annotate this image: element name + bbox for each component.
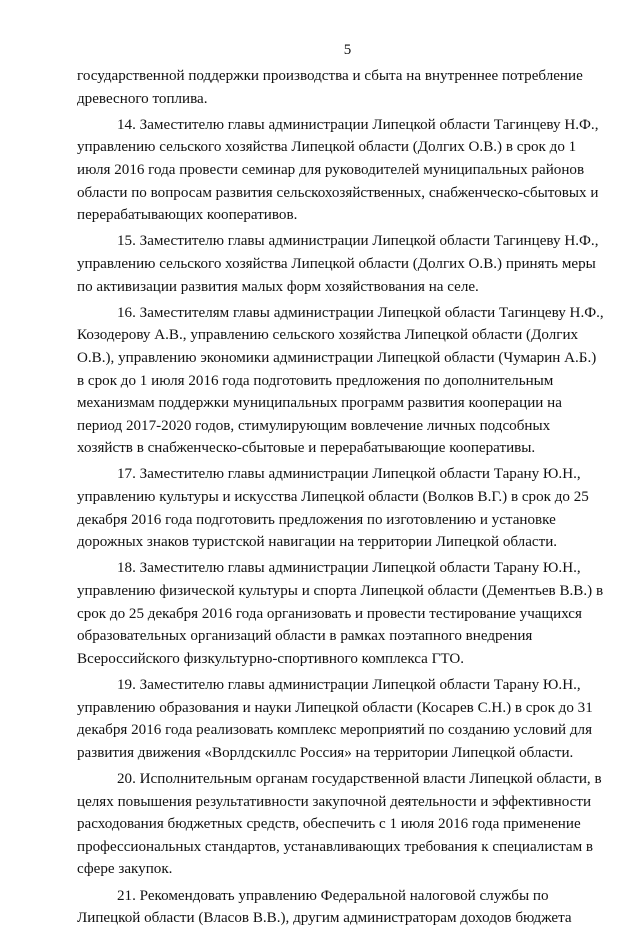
paragraph-item-18: 18. Заместителю главы администрации Липецкой области Тарану Ю.Н., управлению физической культуры и спорта Липецкой области (Дементьев В.В.) в срок до 25 декабря 2016 года организовать и провести тестирование учащихся образовательных организаций области в рамках поэтапного внедрения Всероссийского физкультурно-спортивного комплекса ГТО. (77, 560, 604, 667)
paragraph-item-20: 20. Исполнительным органам государственной власти Липецкой области, в целях повышения результативности закупочной деятельности и эффективности расходования бюджетных средств, обеспечить с 1 июля 2016 года применение профессиональных стандартов, устанавливающих требования к специалистам в сфере закупок. (77, 770, 602, 878)
paragraph-item-15: 15. Заместителю главы администрации Липецкой области Тагинцеву Н.Ф., управлению сельского хозяйства Липецкой области (Долгих О.В.) принять меры по активизации развития малых форм хозяйствования на селе. (77, 233, 599, 295)
paragraph-item-16: 16. Заместителям главы администрации Липецкой области Тагинцеву Н.Ф., Козодерову А.В., управлению сельского хозяйства Липецкой области (Долгих О.В.), управлению экономики администрации Липецкой области (Чумарин А.Б.) в срок до 1 июля 2016 года подготовить предложения по дополнительным механизмам поддержки муниципальных программ развития кооперации на период 2017-2020 годов, стимулирующим вовлечение личных подсобных хозяйств в снабженческо-сбытовые и перерабатывающие кооперативы. (77, 304, 604, 457)
document-page (77, 40, 610, 933)
paragraph-item-17: 17. Заместителю главы администрации Липецкой области Тарану Ю.Н., управлению культуры и искусства Липецкой области (Волков В.Г.) в срок до 25 декабря 2016 года подготовить предложения по изготовлению и установке дорожных знаков туристской навигации на территории Липецкой области. (77, 466, 589, 551)
paragraph-item-14: 14. Заместителю главы администрации Липецкой области Тагинцеву Н.Ф., управлению сельского хозяйства Липецкой области (Долгих О.В.) в срок до 1 июля 2016 года провести семинар для руководителей муниципальных районов области по вопросам развития сельскохозяйственных, снабженческо-сбытовых и перерабатывающих кооперативов. (77, 116, 599, 224)
page-number: 5 (343, 42, 352, 58)
paragraph-continuation: государственной поддержки производства и сбыта на внутреннее потребление древесного топлива. (77, 68, 583, 107)
paragraph-item-21: 21. Рекомендовать управлению Федеральной налоговой службы по Липецкой области (Власов В.В.), другим администраторам доходов бюджета (77, 887, 572, 927)
paragraph-item-19: 19. Заместителю главы администрации Липецкой области Тарану Ю.Н., управлению образования и науки Липецкой области (Косарев С.Н.) в срок до 31 декабря 2016 года реализовать комплекс мероприятий по созданию условий для развития движения «Ворлдскиллс Россия» на территории Липецкой области. (77, 677, 593, 761)
